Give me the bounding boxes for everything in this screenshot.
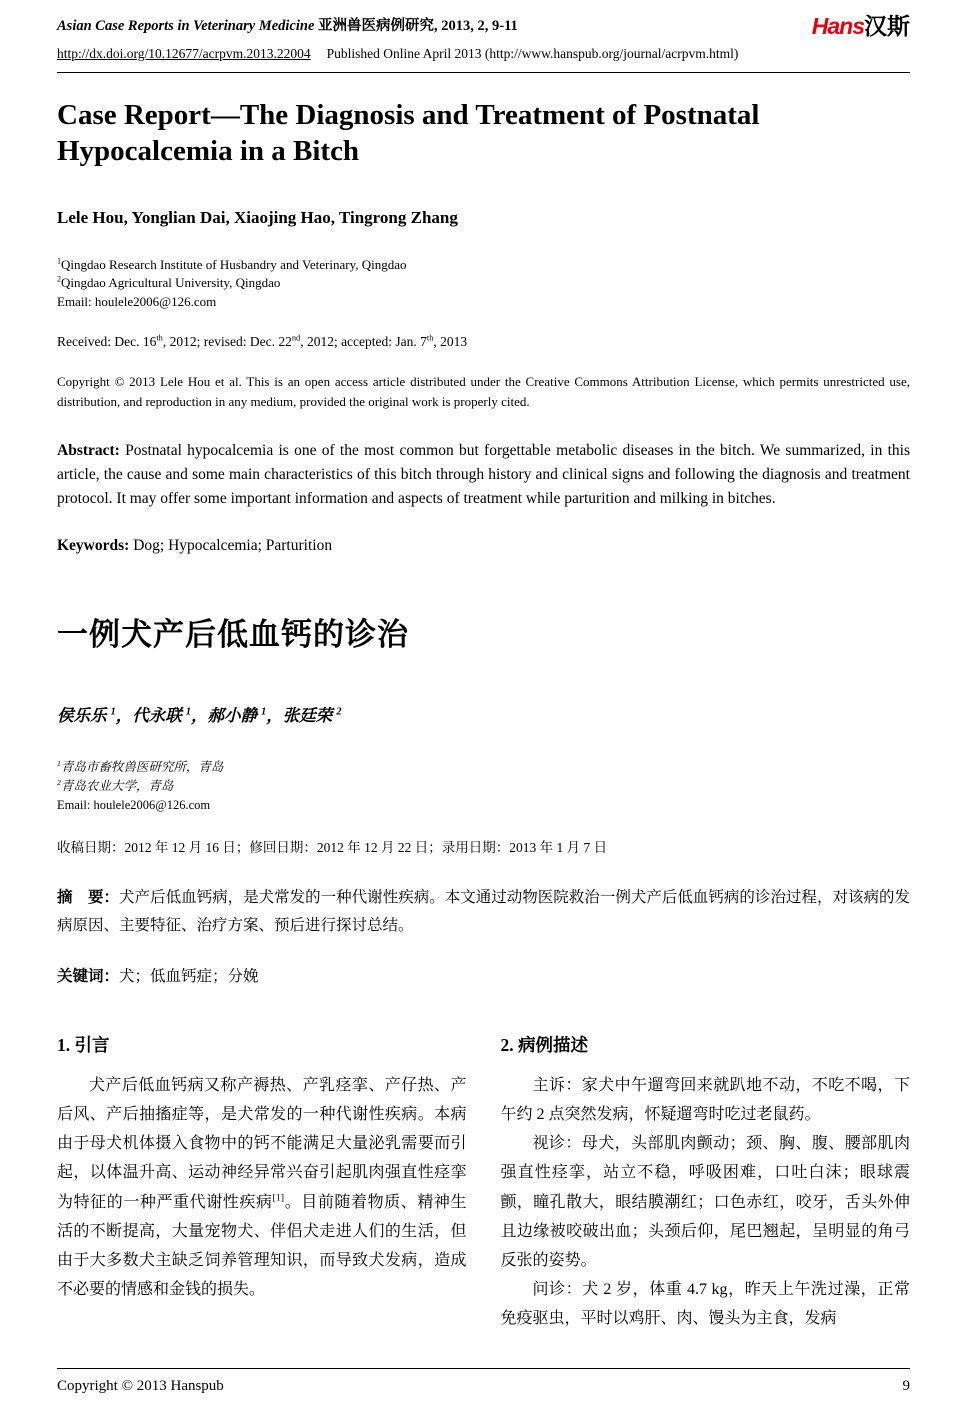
affiliation-1-superscript: 1 (57, 256, 62, 266)
chinese-affiliation-2 (57, 777, 910, 796)
affiliation-2 (57, 274, 910, 293)
section-1-heading: 1. 引言 (57, 1035, 110, 1056)
published-online-text: Published Online April 2013 (http://www.hanspub.org/journal/acrpvm.html) (326, 46, 739, 61)
chinese-abstract-text: 犬产后低血钙病，是犬常发的一种代谢性疾病。本文通过动物医院救治一例犬产后低血钙病的诊治过程，对该病的发病原因、主要特征、治疗方案、预后进行探讨总结。 (57, 889, 910, 935)
keywords-text: Dog; Hypocalcemia; Parturition (129, 537, 333, 555)
chinese-abstract-paragraph (57, 884, 910, 940)
chinese-title: 一例犬产后低血钙的诊治 (57, 617, 409, 653)
logo-hans-text: Hans (811, 13, 864, 39)
chinese-affiliation-2-text: 青岛农业大学，青岛 (60, 778, 174, 793)
journal-title-line (57, 8, 518, 35)
affiliation-1 (57, 256, 910, 275)
section-1-paragraph (57, 1071, 467, 1304)
case-paragraph-history: 问诊：犬 2 岁，体重 4.7 kg，昨天上午洗过澡，正常免疫驱虫，平时以鸡肝、肉、馒头为主食，发病 (500, 1280, 910, 1327)
chinese-author-1: 侯乐乐 (57, 706, 111, 726)
left-column (57, 1032, 467, 1333)
chinese-keywords-label: 关键词： (57, 968, 120, 986)
case-paragraph-chief-complaint: 主诉：家犬中午遛弯回来就趴地不动，不吃不喝，下午约 2 点突然发病，怀疑遛弯时吃过老鼠药。 (500, 1077, 910, 1124)
reference-1-citation: [1] (272, 1192, 285, 1204)
affiliation-2-text: Qingdao Agricultural University, Qingdao (61, 275, 281, 291)
case-paragraph-inspection: 视诊：母犬，头部肌肉颤动；颈、胸、腹、腰部肌肉强直性痉挛，站立不稳，呼吸困难，口吐白沫；眼球震颤，瞳孔散大，眼结膜潮红；口色赤红，咬牙，舌头外伸且边缘被咬破出血；头颈后仰，尾巴翘起，呈明显的角弓反张的姿势。 (500, 1135, 910, 1269)
accepted-text: , 2012; accepted: Jan. 7 (300, 334, 427, 350)
received-line (57, 334, 910, 350)
abstract-label: Abstract: (57, 442, 120, 460)
chinese-author-4-sup: 2 (336, 706, 342, 718)
received-sup-2: nd (291, 333, 301, 343)
section-2-heading: 2. 病例描述 (500, 1035, 588, 1056)
abstract-text: Postnatal hypocalcemia is one of the most common but forgettable metabolic diseases in the bitch. We summarized, in this article, the cause and some main characteristics of this bitch through history and clinical signs and following the diagnosis and treatment protocol. It may offer some important information and aspects of treatment while parturition and milking in bitches. (57, 442, 910, 508)
hans-publisher-logo (812, 8, 910, 41)
chinese-affiliations-block (57, 758, 910, 814)
chinese-author-1-sup: 1 (110, 706, 116, 718)
section-1-text-b: 。目前随着物质、精神生活的不断提高，大量宠物犬、伴侣犬走进人们的生活，但由于大多数犬主缺乏饲养管理知识，而导致犬发病，造成不必要的情感和金钱的损失。 (57, 1193, 467, 1298)
logo-hanzi-text: 汉斯 (864, 13, 910, 39)
affiliation-2-superscript: 2 (57, 275, 62, 285)
footer-copyright: Copyright © 2013 Hanspub (57, 1378, 224, 1394)
chinese-dates-line: 收稿日期：2012 年 12 月 16 日；修回日期：2012 年 12 月 22 日；录用日期：2013 年 1 月 7 日 (57, 840, 608, 856)
keywords-label: Keywords: (57, 537, 130, 555)
footer-divider (57, 1368, 910, 1369)
revised-text: , 2012; revised: Dec. 22 (162, 334, 292, 350)
chinese-author-2-sup: 1 (185, 706, 191, 718)
keywords-line (57, 537, 910, 555)
chinese-affiliation-1-text: 青岛市畜牧兽医研究所，青岛 (60, 760, 224, 775)
affiliation-1-text: Qingdao Research Institute of Husbandry and Veterinary, Qingdao (61, 256, 407, 272)
doi-link[interactable]: http://dx.doi.org/10.12677/acrpvm.2013.22004 (57, 46, 311, 61)
abstract-paragraph (57, 439, 910, 511)
journal-header (57, 8, 910, 73)
chinese-email-line: Email: houlele2006@126.com (57, 797, 211, 812)
chinese-abstract-label: 摘 要： (57, 889, 120, 907)
right-column (501, 1032, 911, 1333)
received-sup-3: th (426, 333, 434, 343)
chinese-author-3-sup: 1 (261, 706, 267, 718)
journal-name-english: Asian Case Reports in Veterinary Medicine (57, 18, 315, 34)
received-text: Received: Dec. 16 (57, 334, 157, 350)
chinese-keywords-line (57, 964, 910, 986)
authors-line: Lele Hou, Yonglian Dai, Xiaojing Hao, Tingrong Zhang (57, 207, 458, 227)
chinese-affiliation-2-sup: 2 (57, 777, 61, 787)
chinese-author-4: ，张廷荣 (266, 706, 337, 726)
page-number: 9 (902, 1378, 910, 1394)
received-sup-1: th (156, 333, 163, 343)
section-1-text-a: 犬产后低血钙病又称产褥热、产乳痉挛、产仔热、产后风、产后抽搐症等，是犬常发的一种代谢性疾病。本病由于母犬机体摄入食物中的钙不能满足大量泌乳需要而引起，以体温升高、运动神经异常兴奋引起肌肉强直性痉挛为特征的一种严重代谢性疾病 (57, 1077, 467, 1211)
header-divider (57, 72, 910, 73)
page-footer (57, 1368, 910, 1395)
chinese-author-3: ，郝小静 (190, 706, 262, 726)
chinese-authors-line (57, 702, 910, 726)
email-line: Email: houlele2006@126.com (57, 294, 217, 310)
chinese-affiliation-1-sup: 1 (57, 758, 61, 768)
two-column-body (57, 1032, 910, 1333)
affiliations-block (57, 256, 910, 313)
chinese-keywords-text: 犬；低血钙症；分娩 (119, 968, 259, 986)
received-year-text: , 2013 (433, 334, 468, 350)
chinese-affiliation-1 (57, 758, 910, 777)
chinese-author-2: ，代永联 (115, 706, 186, 726)
doi-line (57, 46, 910, 62)
article-title: Case Report—The Diagnosis and Treatment of Postnatal Hypocalcemia in a Bitch (57, 99, 760, 168)
journal-name-chinese: 亚洲兽医病例研究, 2013, 2, 9-11 (314, 18, 518, 34)
copyright-notice: Copyright © 2013 Lele Hou et al. This is an open access article distributed under the Creative Commons Attribution License, which permits unrestricted use, distribution, and reproduction in any medium, provided the original work is properly cited. (57, 374, 910, 409)
